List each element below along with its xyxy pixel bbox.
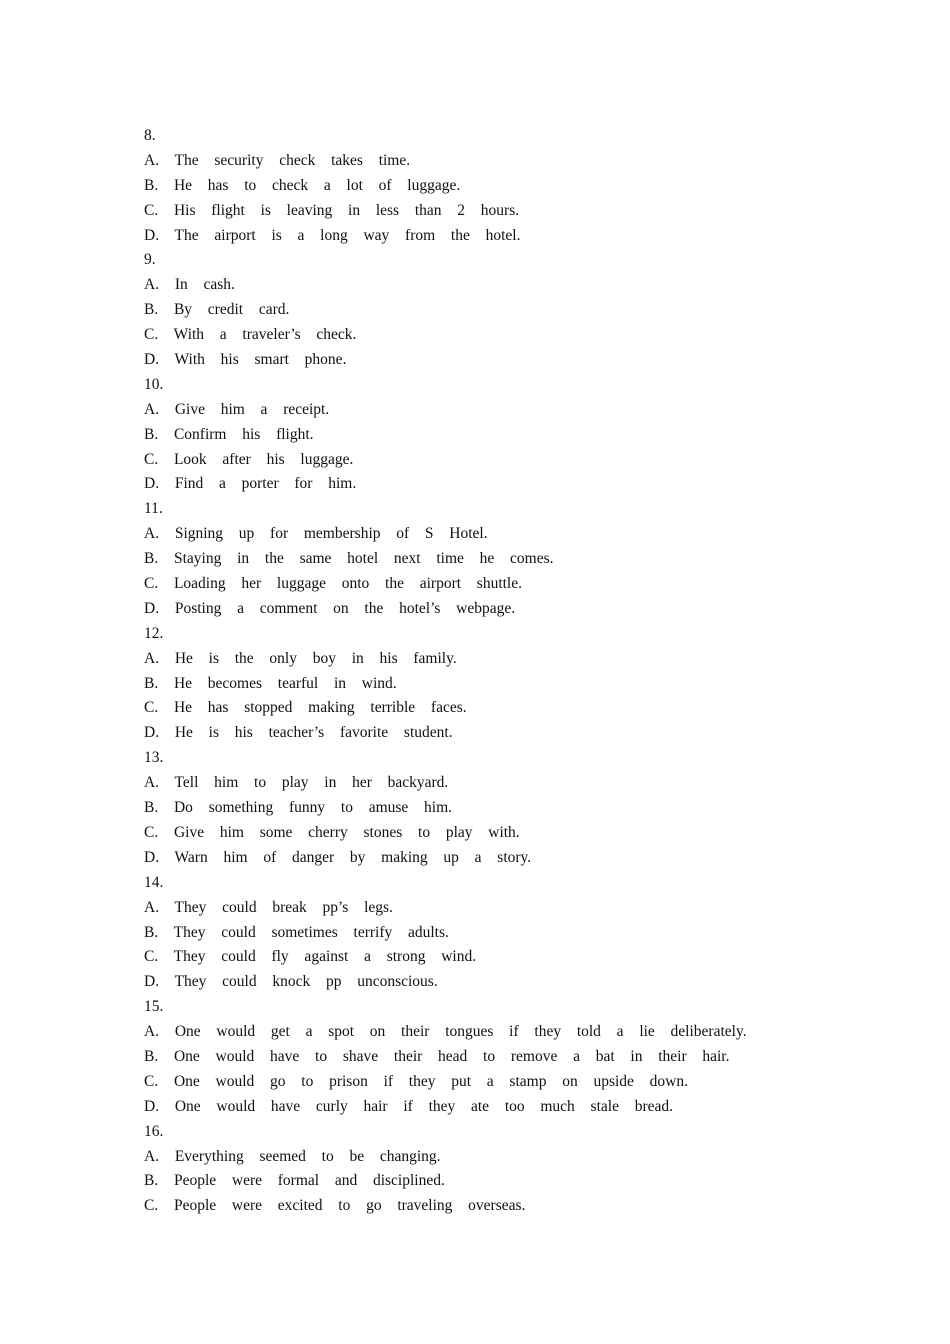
option-text: C. Give him some cherry stones to play with. bbox=[144, 823, 520, 841]
option-text: A. The security check takes time. bbox=[144, 151, 411, 169]
option-text: C. People were excited to go traveling overseas. bbox=[144, 1197, 526, 1215]
option-text: C. With a traveler’s check. bbox=[144, 326, 357, 344]
option-text: A. He is the only boy in his family. bbox=[144, 649, 457, 667]
option-text: B. By credit card. bbox=[144, 301, 290, 319]
option-text: B. Do something funny to amuse him. bbox=[144, 799, 453, 817]
option-text: D. Warn him of danger by making up a story. bbox=[144, 848, 532, 866]
option-text: D. One would have curly hair if they ate too much stale bread. bbox=[144, 1097, 674, 1115]
question-number: 11. bbox=[144, 500, 163, 518]
question-sheet bbox=[144, 124, 844, 1219]
option-text: D. Posting a comment on the hotel’s webpage. bbox=[144, 599, 516, 617]
option-text: B. People were formal and disciplined. bbox=[144, 1172, 445, 1190]
option-text: B. They could sometimes terrify adults. bbox=[144, 923, 449, 941]
option-text: C. He has stopped making terrible faces. bbox=[144, 699, 467, 717]
option-text: A. Signing up for membership of S Hotel. bbox=[144, 525, 488, 543]
question-number: 10. bbox=[144, 375, 164, 393]
option-text: A. In cash. bbox=[144, 276, 235, 294]
option-text: B. Staying in the same hotel next time he comes. bbox=[144, 550, 554, 568]
option-text: C. Loading her luggage onto the airport shuttle. bbox=[144, 575, 522, 593]
option-text: D. Find a porter for him. bbox=[144, 475, 357, 493]
option-text: D. He is his teacher’s favorite student. bbox=[144, 724, 453, 742]
question-number: 14. bbox=[144, 873, 164, 891]
option-text: D. They could knock pp unconscious. bbox=[144, 973, 438, 991]
option-text: B. One would have to shave their head to remove a bat in their hair. bbox=[144, 1047, 730, 1065]
option-text: C. One would go to prison if they put a stamp on upside down. bbox=[144, 1072, 688, 1090]
question-number: 13. bbox=[144, 749, 164, 767]
option-text: C. His flight is leaving in less than 2 hours. bbox=[144, 201, 520, 219]
question-number: 15. bbox=[144, 998, 164, 1016]
question-number: 9. bbox=[144, 251, 156, 269]
question-number: 16. bbox=[144, 1122, 164, 1140]
option-text: B. He becomes tearful in wind. bbox=[144, 674, 397, 692]
question-number: 8. bbox=[144, 127, 156, 144]
option-text: B. Confirm his flight. bbox=[144, 425, 314, 443]
option-text: A. Give him a receipt. bbox=[144, 400, 330, 418]
option-text: A. They could break pp’s legs. bbox=[144, 898, 393, 916]
option-text: A. Everything seemed to be changing. bbox=[144, 1147, 441, 1165]
option-text: C. They could fly against a strong wind. bbox=[144, 948, 477, 966]
option-text: B. He has to check a lot of luggage. bbox=[144, 176, 461, 194]
option-text: A. Tell him to play in her backyard. bbox=[144, 774, 449, 792]
option-text: A. One would get a spot on their tongues if they told a lie deliberately. bbox=[144, 1023, 747, 1041]
option-text: D. The airport is a long way from the hotel. bbox=[144, 226, 521, 244]
option-text: D. With his smart phone. bbox=[144, 351, 347, 369]
question-number: 12. bbox=[144, 624, 164, 642]
option-text: C. Look after his luggage. bbox=[144, 450, 354, 468]
